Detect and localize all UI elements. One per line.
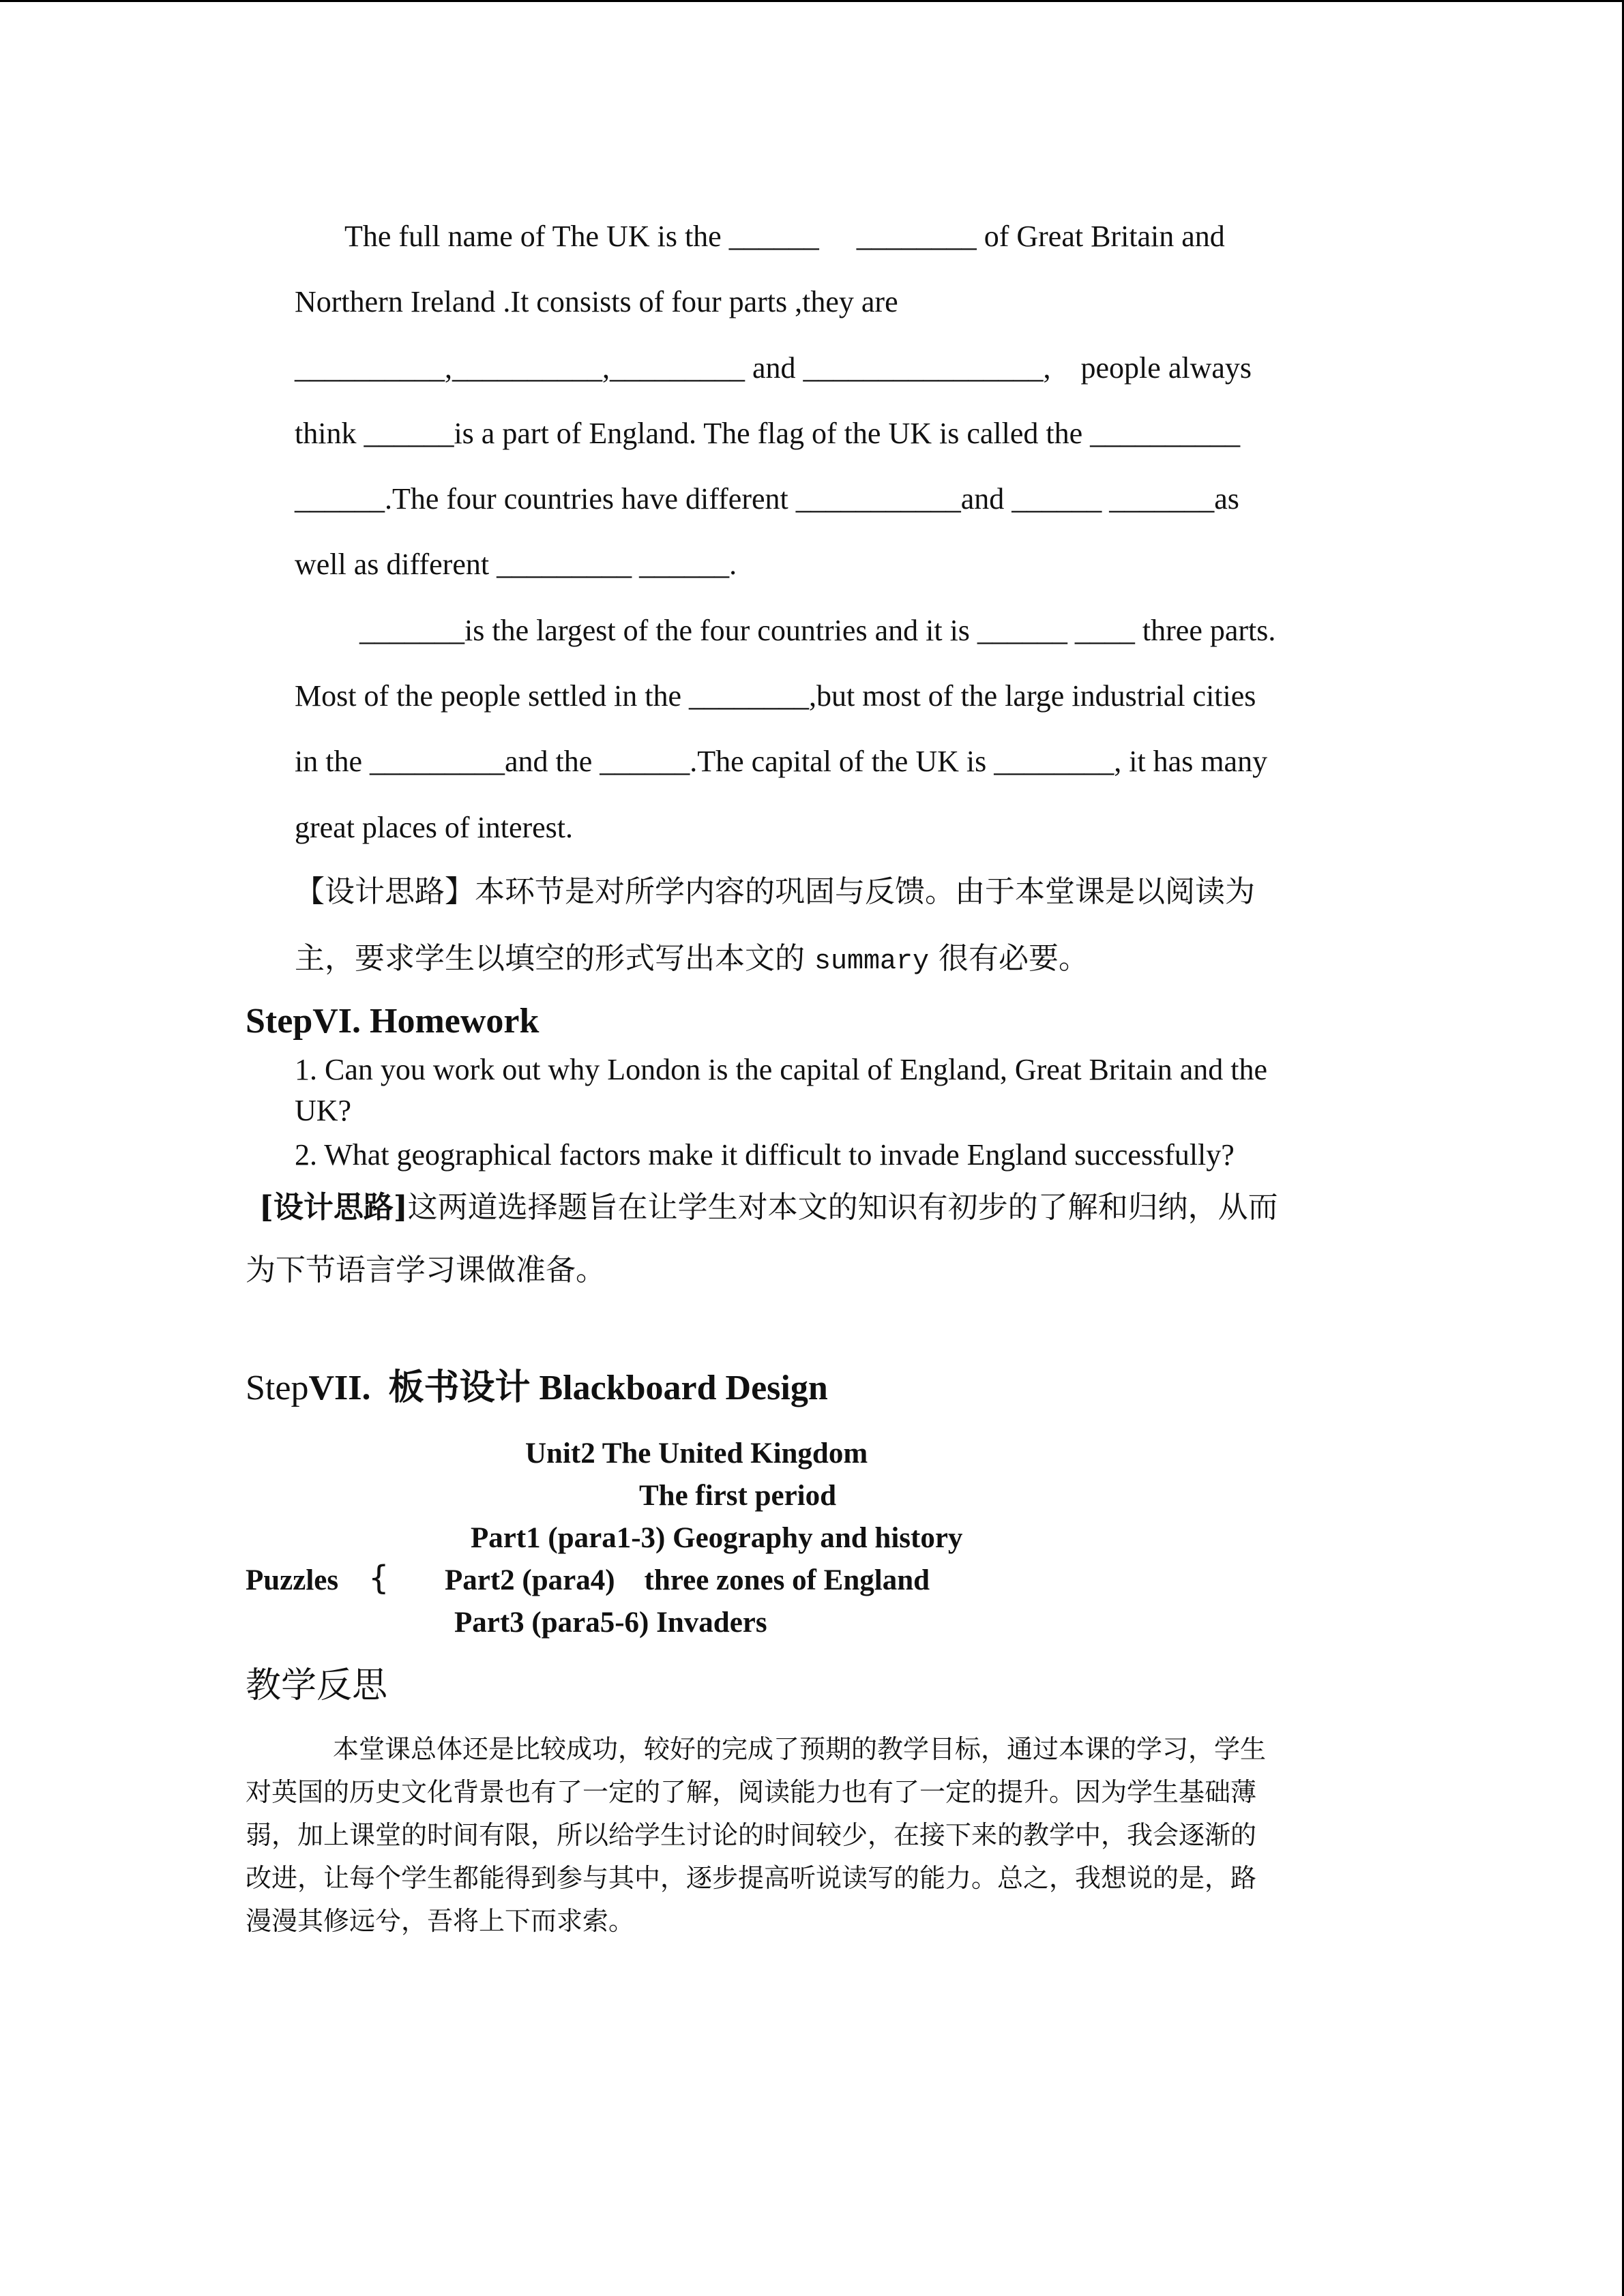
reflection-line-4: 改进，让每个学生都能得到参与其中，逐步提高听说读写的能力。总之，我想说的是，路 <box>246 1863 1257 1893</box>
reflection-line-1: 本堂课总体还是比较成功，较好的完成了预期的教学目标，通过本课的学习，学生 <box>333 1734 1267 1764</box>
homework-design-label: [设计思路] <box>259 1190 408 1225</box>
blackboard-part1: Part1 (para1-3) Geography and history <box>471 1522 963 1554</box>
summary-line-6: well as different _________ ______. <box>295 548 737 581</box>
summary-line-2: Northern Ireland .It consists of four parts ,they are <box>295 285 898 318</box>
reflection-heading: 教学反思 <box>246 1665 388 1706</box>
summary-line-10: great places of interest. <box>295 811 574 844</box>
summary-line-4: think ______is a part of England. The flag of the UK is called the __________ <box>295 417 1241 450</box>
homework-design-note-line-2: 为下节语言学习课做准备。 <box>246 1253 606 1287</box>
blackboard-heading-step: Step <box>246 1369 309 1407</box>
page-top-border <box>0 0 1624 2</box>
summary-line-5: ______.The four countries have different ___________and ______ _______as <box>295 482 1239 516</box>
homework-item-2: 2. What geographical factors make it difficult to invade England successfully? <box>295 1138 1235 1172</box>
summary-design-note-line-2 <box>295 941 1089 977</box>
brace-symbol: { <box>368 1559 389 1597</box>
reflection-line-3: 弱，加上课堂的时间有限，所以给学生讨论的时间较少，在接下来的教学中，我会逐渐的 <box>246 1820 1257 1850</box>
design-idea-text: 本环节是对所学内容的巩固与反馈。由于本堂课是以阅读为 <box>475 874 1255 909</box>
summary-line-3: __________,__________,_________ and ________________, people always <box>295 351 1252 385</box>
blackboard-heading-title: VII. 板书设计 Blackboard Design <box>308 1369 828 1407</box>
summary-word: summary <box>814 946 930 977</box>
homework-design-text: 这两道选择题旨在让学生对本文的知识有初步的了解和归纳，从而 <box>407 1190 1278 1225</box>
blackboard-period: The first period <box>639 1480 837 1512</box>
summary-line-9: in the _________and the ______.The capital of the UK is ________, it has many <box>295 745 1268 778</box>
reflection-line-2: 对英国的历史文化背景也有了一定的了解，阅读能力也有了一定的提升。因为学生基础薄 <box>246 1777 1257 1807</box>
homework-item-1: 1. Can you work out why London is the capital of England, Great Britain and the <box>295 1053 1268 1086</box>
summary-line-1: The full name of The UK is the ______ ________ of Great Britain and <box>344 220 1225 253</box>
summary-line-8: Most of the people settled in the ________,but most of the large industrial cities <box>295 679 1256 713</box>
design-idea-text-2a: 主，要求学生以填空的形式写出本文的 <box>295 941 814 976</box>
homework-item-1-cont: UK? <box>295 1094 352 1127</box>
blackboard-unit-title: Unit2 The United Kingdom <box>525 1437 868 1470</box>
puzzles-label: Puzzles <box>246 1564 339 1596</box>
design-idea-label: 【设计思路】 <box>295 874 475 909</box>
homework-heading: StepVI. Homework <box>246 1002 540 1041</box>
homework-design-note-line-1 <box>259 1190 1278 1225</box>
blackboard-part2: Part2 (para4) three zones of England <box>445 1564 930 1596</box>
design-idea-text-2c: 很有必要。 <box>929 941 1089 976</box>
summary-design-note-line-1 <box>295 874 1255 909</box>
reflection-line-5: 漫漫其修远兮，吾将上下而求索。 <box>246 1906 635 1936</box>
blackboard-part3: Part3 (para5-6) Invaders <box>454 1607 767 1639</box>
blackboard-heading <box>246 1371 828 1406</box>
summary-line-7: _______is the largest of the four countries and it is ______ ____ three parts. <box>359 614 1276 647</box>
